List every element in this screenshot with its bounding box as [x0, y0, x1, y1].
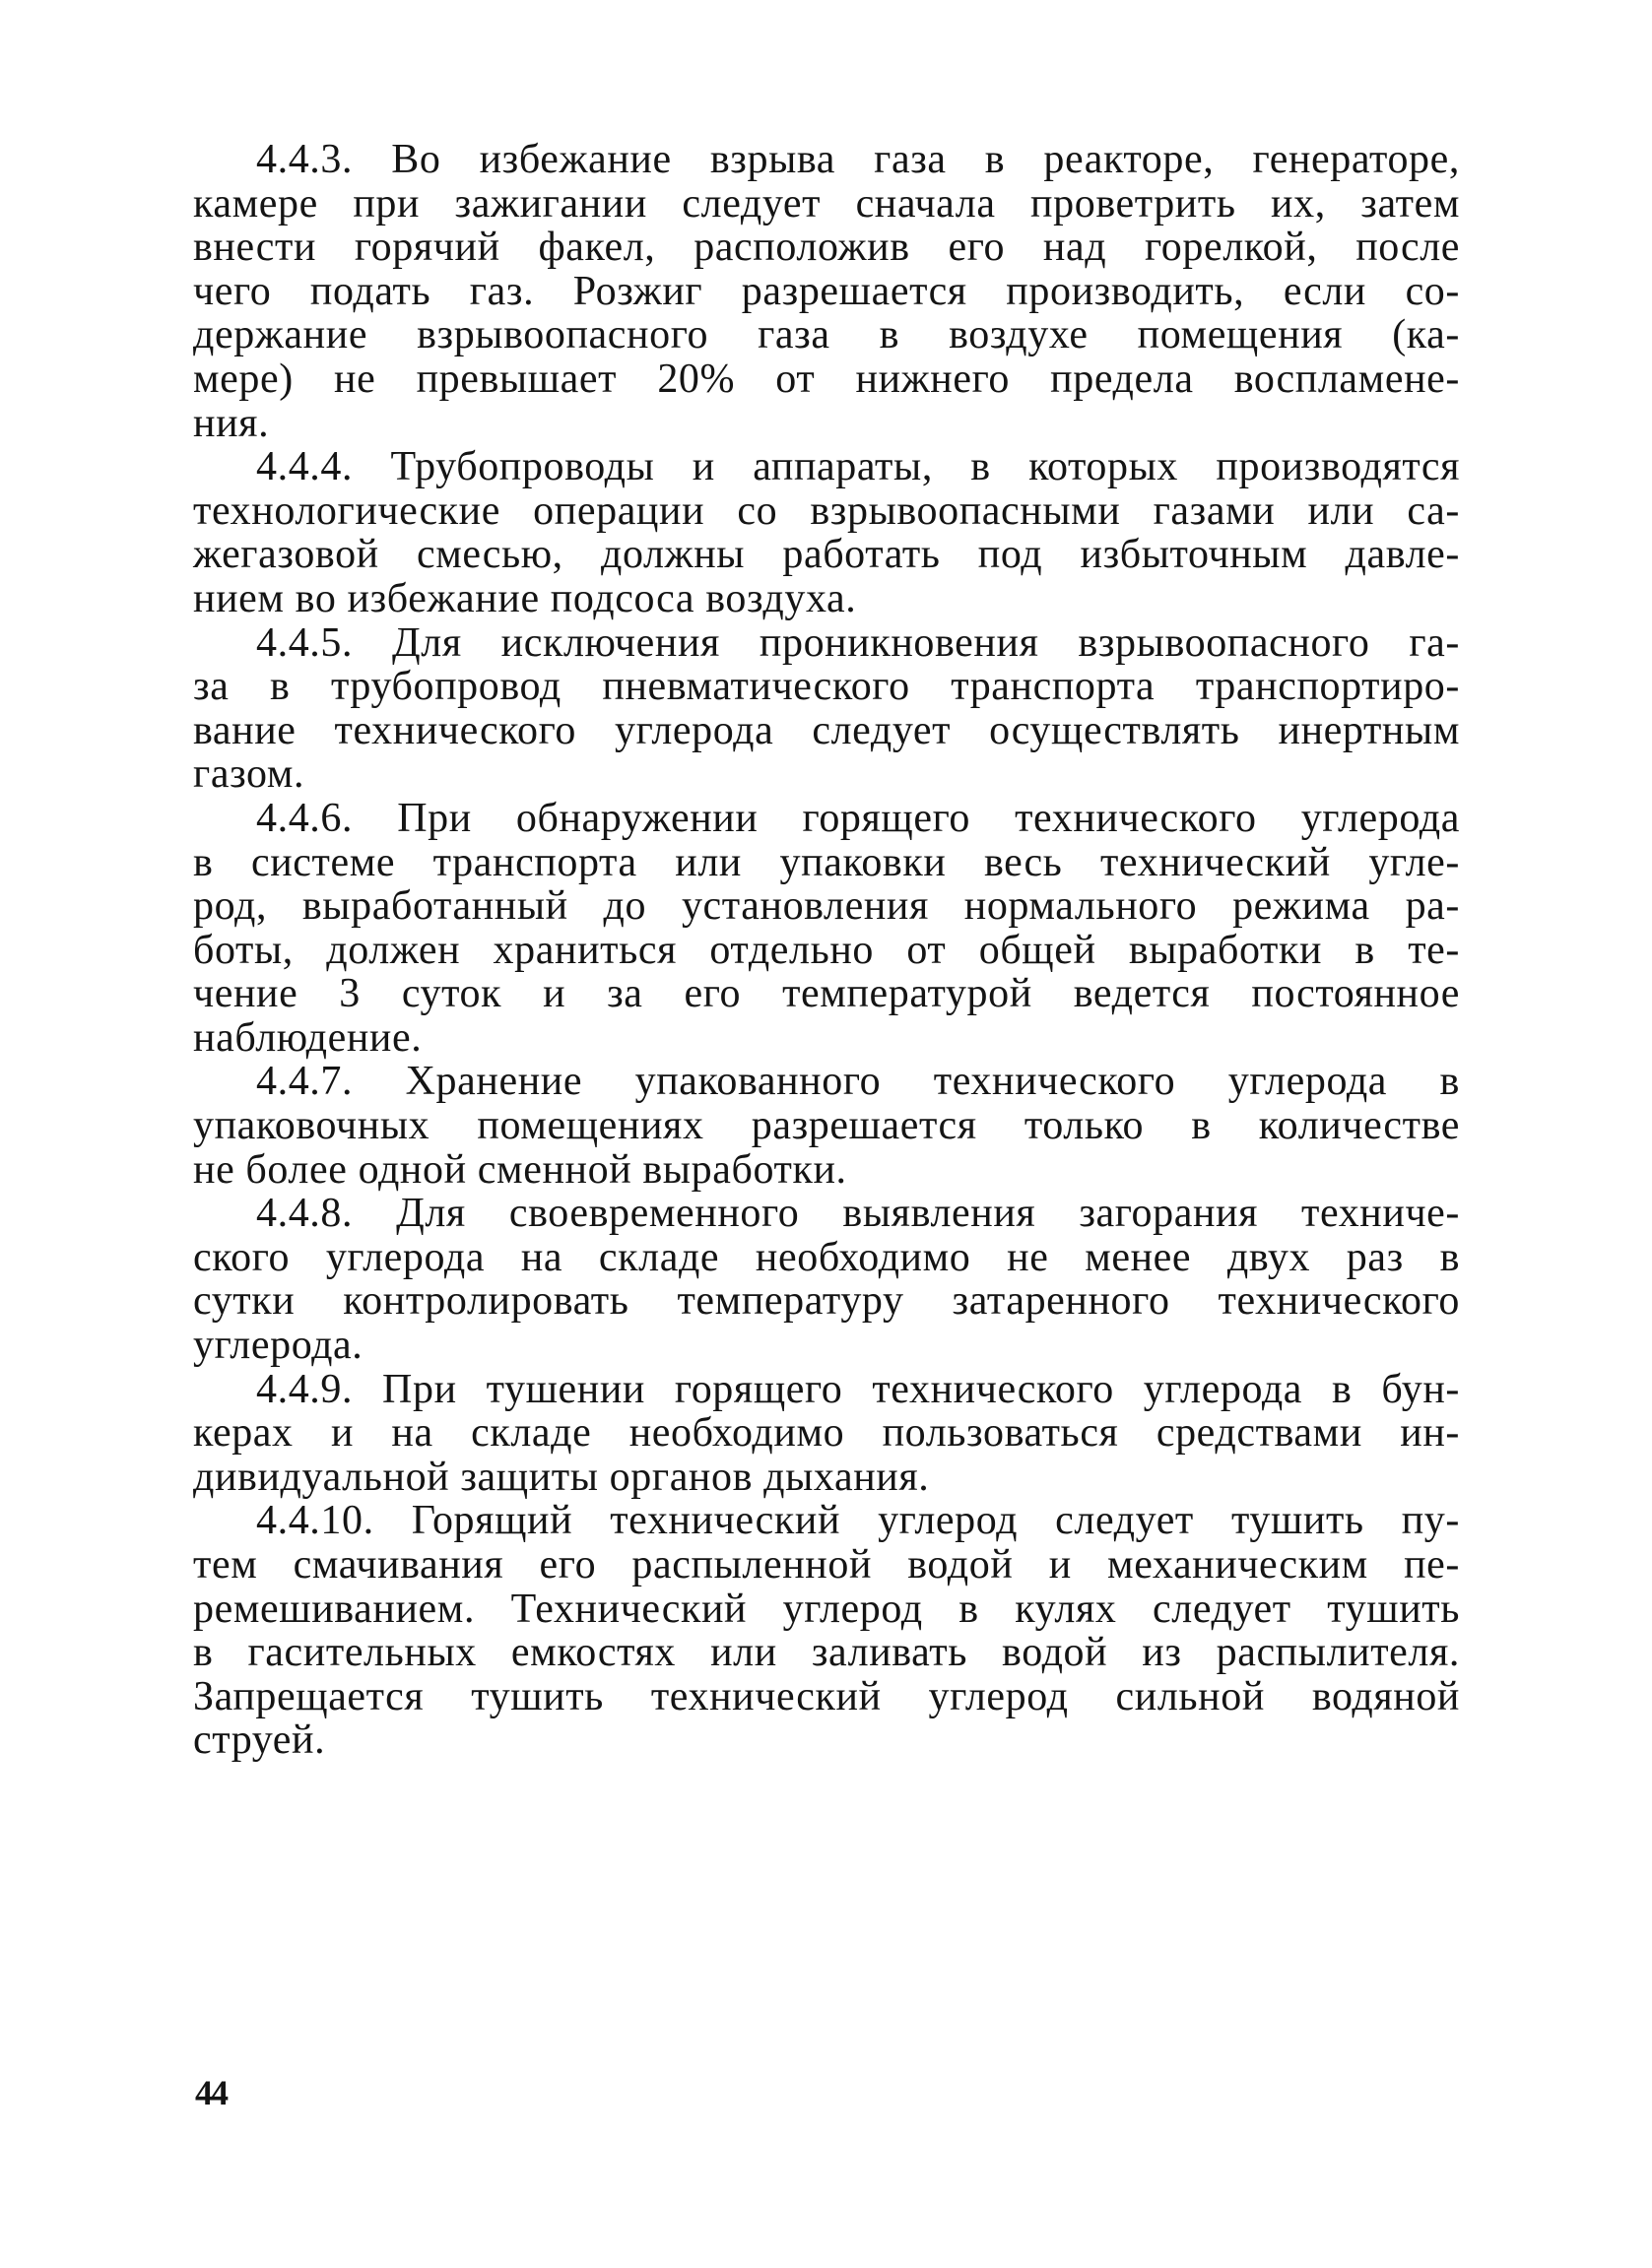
text-line: нием во избежание подсоса воздуха. [193, 575, 857, 621]
text-line: упаковочных помещениях разрешается только в количестве [193, 1103, 1460, 1149]
text-line: технологические операции со взрывоопасными газами или са- [193, 487, 1460, 534]
document-body [193, 138, 1460, 1763]
text-line: жегазовой смесью, должны работать под избыточным давле- [193, 532, 1460, 578]
paragraph-4-4-9 [193, 1368, 1460, 1500]
text-line: струей. [193, 1717, 326, 1764]
text-line: ния. [193, 400, 270, 446]
text-line: род, выработанный до установления нормального режима ра- [193, 883, 1460, 930]
text-line: чего подать газ. Розжиг разрешается производить, если со- [193, 268, 1460, 314]
text-line: тем смачивания его распыленной водой и механическим пе- [193, 1542, 1460, 1588]
text-line: 4.4.4. Трубопроводы и аппараты, в которых производятся [256, 444, 1460, 490]
text-line: внести горячий факел, расположив его над горелкой, после [193, 225, 1460, 271]
text-line: не более одной сменной выработки. [193, 1146, 847, 1193]
text-line: 4.4.9. При тушении горящего технического углерода в бун- [256, 1366, 1460, 1412]
text-line: Запрещается тушить технический углерод сильной водяной [193, 1673, 1460, 1719]
text-line: сутки контролировать температуру затаренного технического [193, 1278, 1460, 1325]
text-line: дивидуальной защиты органов дыхания. [193, 1454, 930, 1500]
text-line: за в трубопровод пневматического транспорта транспортиро- [193, 664, 1460, 710]
text-line: ремешиванием. Технический углерод в кулях следует тушить [193, 1586, 1460, 1632]
text-line: в системе транспорта или упаковки весь технический угле- [193, 839, 1460, 885]
paragraph-4-4-4 [193, 445, 1460, 620]
text-line: держание взрывоопасного газа в воздухе помещения (ка- [193, 312, 1460, 358]
text-line: вание технического углерода следует осуществлять инертным [193, 707, 1460, 753]
page-number: 44 [195, 2073, 227, 2112]
paragraph-4-4-10 [193, 1499, 1460, 1763]
text-line: углерода. [193, 1323, 363, 1369]
text-line: боты, должен храниться отдельно от общей выработки в те- [193, 927, 1460, 973]
text-line: камере при зажигании следует сначала проветрить их, затем [193, 180, 1460, 227]
text-line: 4.4.10. Горящий технический углерод следует тушить пу- [256, 1498, 1460, 1544]
text-line: 4.4.8. Для своевременного выявления загорания техниче- [256, 1191, 1460, 1237]
text-line: мере) не превышает 20% от нижнего предела воспламене- [193, 356, 1460, 402]
paragraph-4-4-3 [193, 138, 1460, 445]
text-line: газом. [193, 751, 305, 798]
paragraph-4-4-8 [193, 1192, 1460, 1367]
paragraph-4-4-6 [193, 797, 1460, 1061]
paragraph-4-4-7 [193, 1060, 1460, 1192]
text-line: ского углерода на складе необходимо не менее двух раз в [193, 1234, 1460, 1280]
text-line: в гасительных емкостях или заливать водой из распылителя. [193, 1630, 1460, 1676]
text-line: 4.4.5. Для исключения проникновения взрывоопасного га- [256, 619, 1460, 666]
text-line: керах и на складе необходимо пользоваться средствами ин- [193, 1410, 1460, 1457]
text-line: 4.4.3. Во избежание взрыва газа в реакторе, генераторе, [256, 137, 1460, 182]
text-line: 4.4.6. При обнаружении горящего технического углерода [256, 795, 1460, 841]
paragraph-4-4-5 [193, 621, 1460, 797]
text-line: чение 3 суток и за его температурой ведется постоянное [193, 971, 1460, 1017]
text-line: 4.4.7. Хранение упакованного технического углерода в [256, 1059, 1460, 1105]
text-line: наблюдение. [193, 1014, 423, 1061]
